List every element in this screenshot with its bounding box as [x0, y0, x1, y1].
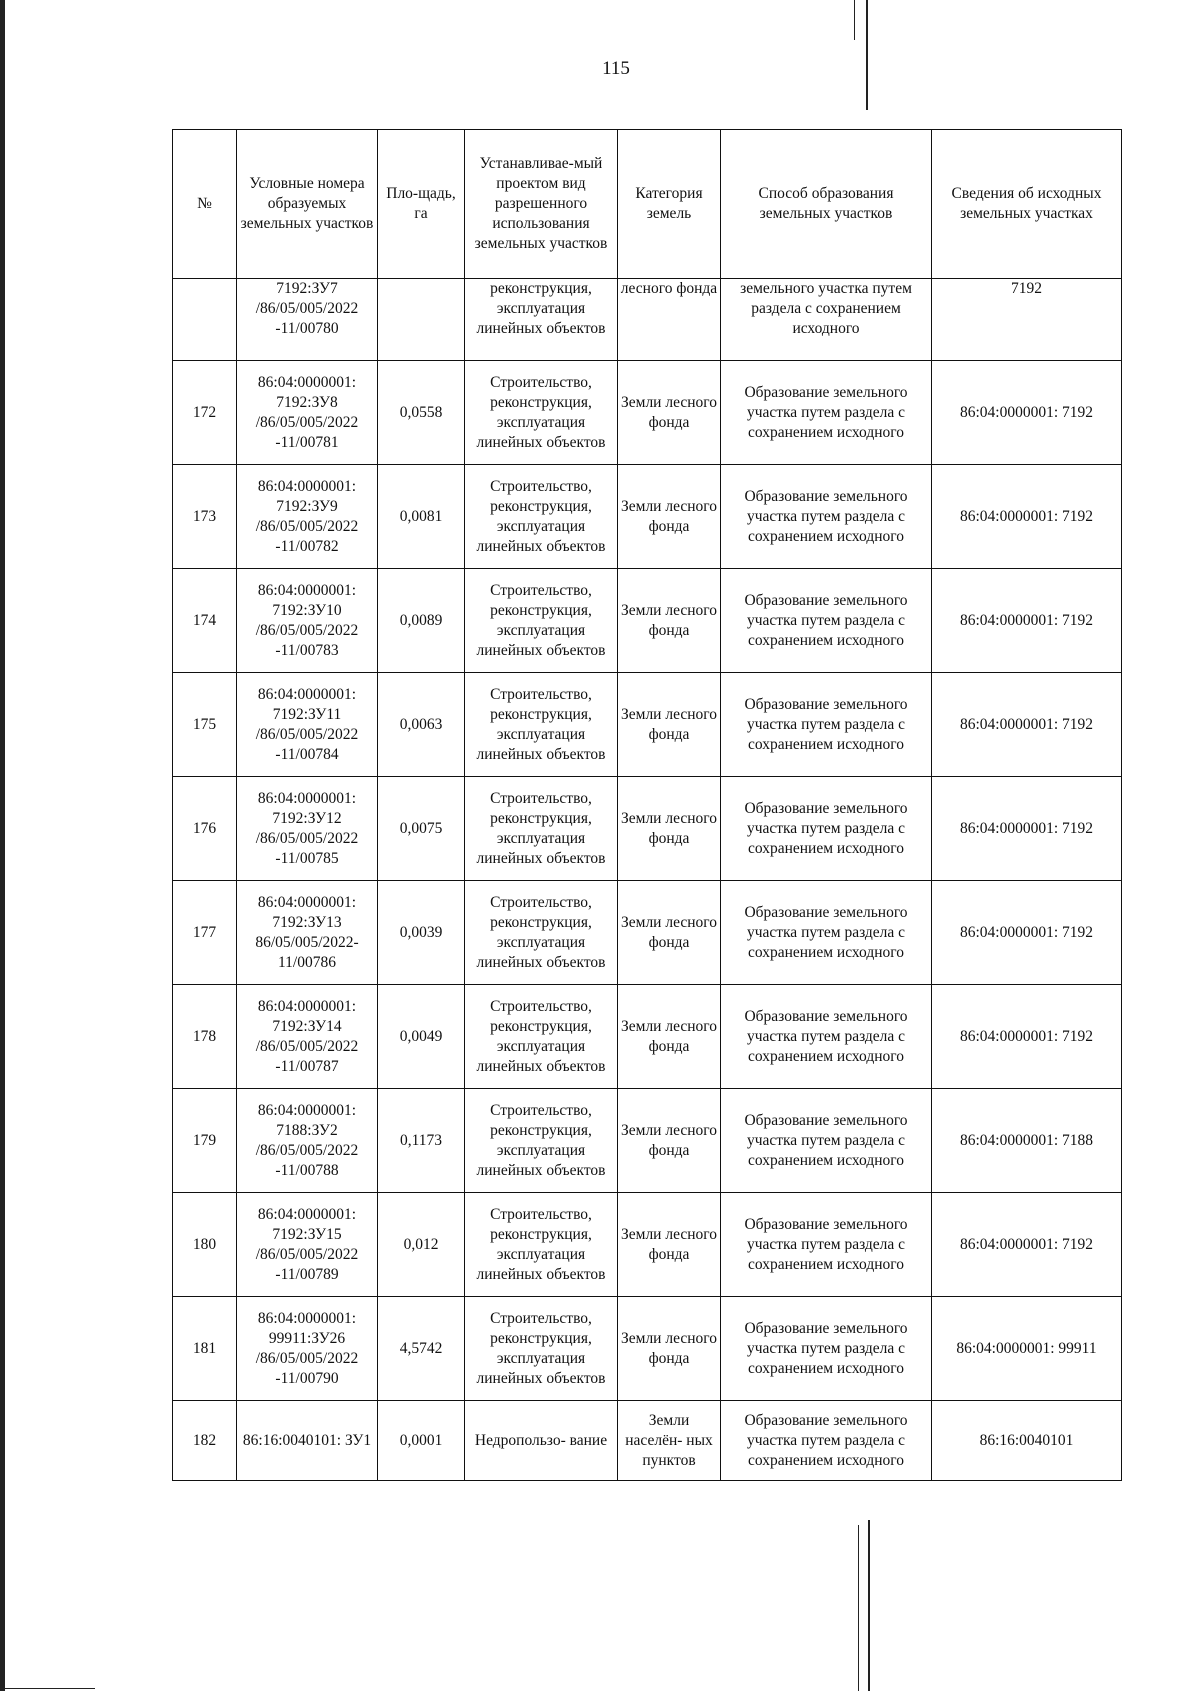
- cell-num: 181: [173, 1297, 237, 1401]
- table-row: [173, 1297, 1122, 1401]
- cell-source: 86:04:0000001: 7188: [932, 1089, 1122, 1193]
- cell-source: 86:04:0000001: 7192: [932, 985, 1122, 1089]
- cell-num: 178: [173, 985, 237, 1089]
- header-area: Пло-щадь, га: [378, 130, 465, 279]
- header-use: Устанавливае-мый проектом вид разрешенного использования земельных участков: [465, 130, 618, 279]
- cell-method: Образование земельного участка путем раздела с сохранением исходного: [721, 1401, 932, 1481]
- table-row: [173, 361, 1122, 465]
- table-row: [173, 1193, 1122, 1297]
- cell-code: 86:04:0000001: 7192:ЗУ13 86/05/005/2022- 11/00786: [237, 881, 378, 985]
- table-row: [173, 881, 1122, 985]
- cell-use: Строительство, реконструкция, эксплуатация линейных объектов: [465, 1297, 618, 1401]
- cell-category: Земли лесного фонда: [618, 1297, 721, 1401]
- cell-code: 86:16:0040101: ЗУ1: [237, 1401, 378, 1481]
- cell-num: 173: [173, 465, 237, 569]
- cell-use: Строительство, реконструкция, эксплуатация линейных объектов: [465, 673, 618, 777]
- cell-source: 86:04:0000001: 7192: [932, 881, 1122, 985]
- header-num: №: [173, 130, 237, 279]
- header-source: Сведения об исходных земельных участках: [932, 130, 1122, 279]
- scan-line-bottom-left: [0, 1688, 95, 1689]
- cell-use: Строительство, реконструкция, эксплуатация линейных объектов: [465, 881, 618, 985]
- cell-method: Образование земельного участка путем раздела с сохранением исходного: [721, 465, 932, 569]
- cell-source: 86:04:0000001: 7192: [932, 361, 1122, 465]
- cell-code: 86:04:0000001: 7192:ЗУ14 /86/05/005/2022 -11/00787: [237, 985, 378, 1089]
- cell-method: Образование земельного участка путем раздела с сохранением исходного: [721, 777, 932, 881]
- cell-code: 86:04:0000001: 7192:ЗУ11 /86/05/005/2022 -11/00784: [237, 673, 378, 777]
- cell-method: Образование земельного участка путем раздела с сохранением исходного: [721, 361, 932, 465]
- cell-num: 176: [173, 777, 237, 881]
- cell-source: 86:16:0040101: [932, 1401, 1122, 1481]
- cell-use: Строительство, реконструкция, эксплуатация линейных объектов: [465, 985, 618, 1089]
- cell-use: Строительство, реконструкция, эксплуатация линейных объектов: [465, 777, 618, 881]
- table-row: [173, 777, 1122, 881]
- header-code: Условные номера образуемых земельных участков: [237, 130, 378, 279]
- cell-area: 0,0039: [378, 881, 465, 985]
- cell-source: 86:04:0000001: 99911: [932, 1297, 1122, 1401]
- cell-area: 0,0558: [378, 361, 465, 465]
- cell-code: 86:04:0000001: 7192:ЗУ8 /86/05/005/2022 -11/00781: [237, 361, 378, 465]
- cell-code: 86:04:0000001: 7192:ЗУ15 /86/05/005/2022 -11/00789: [237, 1193, 378, 1297]
- cell-code: 86:04:0000001: 7192:ЗУ10 /86/05/005/2022 -11/00783: [237, 569, 378, 673]
- cell-use: Недропользо- вание: [465, 1401, 618, 1481]
- cell-num: 175: [173, 673, 237, 777]
- cell-source: 7192: [932, 279, 1122, 361]
- cell-source: 86:04:0000001: 7192: [932, 1193, 1122, 1297]
- cell-code: 86:04:0000001: 7192:ЗУ9 /86/05/005/2022 -11/00782: [237, 465, 378, 569]
- cell-code: 7192:ЗУ7 /86/05/005/2022 -11/00780: [237, 279, 378, 361]
- cell-area: 0,0001: [378, 1401, 465, 1481]
- cell-method: Образование земельного участка путем раздела с сохранением исходного: [721, 881, 932, 985]
- table-row: [173, 985, 1122, 1089]
- cell-use: Строительство, реконструкция, эксплуатация линейных объектов: [465, 1193, 618, 1297]
- scan-line-top-right-2: [854, 0, 855, 40]
- scan-edge-left: [0, 0, 5, 1691]
- cell-num: 180: [173, 1193, 237, 1297]
- scan-line-bottom-right-2: [858, 1525, 859, 1691]
- cell-use: Строительство, реконструкция, эксплуатация линейных объектов: [465, 1089, 618, 1193]
- scan-line-top-right: [866, 0, 868, 110]
- cell-use: Строительство, реконструкция, эксплуатация линейных объектов: [465, 569, 618, 673]
- cell-code: 86:04:0000001: 7188:ЗУ2 /86/05/005/2022 -11/00788: [237, 1089, 378, 1193]
- cell-category: Земли лесного фонда: [618, 777, 721, 881]
- cell-area: 0,1173: [378, 1089, 465, 1193]
- cell-category: Земли лесного фонда: [618, 881, 721, 985]
- cell-method: Образование земельного участка путем раздела с сохранением исходного: [721, 569, 932, 673]
- cell-method: Образование земельного участка путем раздела с сохранением исходного: [721, 673, 932, 777]
- cell-code: 86:04:0000001: 99911:ЗУ26 /86/05/005/2022 -11/00790: [237, 1297, 378, 1401]
- table-header-row: [173, 130, 1122, 279]
- cell-area: 0,0049: [378, 985, 465, 1089]
- table-row: [173, 673, 1122, 777]
- cell-num: [173, 279, 237, 361]
- cell-area: 0,0075: [378, 777, 465, 881]
- cell-category: Земли лесного фонда: [618, 985, 721, 1089]
- cell-category: Земли лесного фонда: [618, 361, 721, 465]
- cell-num: 177: [173, 881, 237, 985]
- cell-method: Образование земельного участка путем раздела с сохранением исходного: [721, 1297, 932, 1401]
- cell-method: Образование земельного участка путем раздела с сохранением исходного: [721, 985, 932, 1089]
- table-row: [173, 465, 1122, 569]
- cell-use: Строительство, реконструкция, эксплуатация линейных объектов: [465, 465, 618, 569]
- header-category: Категория земель: [618, 130, 721, 279]
- cell-code: 86:04:0000001: 7192:ЗУ12 /86/05/005/2022 -11/00785: [237, 777, 378, 881]
- table-row: [173, 1401, 1122, 1481]
- header-method: Способ образования земельных участков: [721, 130, 932, 279]
- table-row-continuation: [173, 279, 1122, 361]
- cell-area: 0,0063: [378, 673, 465, 777]
- table-row: [173, 569, 1122, 673]
- cell-method: Образование земельного участка путем раздела с сохранением исходного: [721, 1089, 932, 1193]
- cell-num: 172: [173, 361, 237, 465]
- cell-source: 86:04:0000001: 7192: [932, 673, 1122, 777]
- cell-area: 4,5742: [378, 1297, 465, 1401]
- cell-category: Земли лесного фонда: [618, 673, 721, 777]
- cell-category: Земли лесного фонда: [618, 1193, 721, 1297]
- cell-category: Земли лесного фонда: [618, 1089, 721, 1193]
- cell-area: 0,012: [378, 1193, 465, 1297]
- cell-num: 179: [173, 1089, 237, 1193]
- cell-num: 182: [173, 1401, 237, 1481]
- cell-source: 86:04:0000001: 7192: [932, 569, 1122, 673]
- cell-use: Строительство, реконструкция, эксплуатация линейных объектов: [465, 361, 618, 465]
- cell-use: реконструкция, эксплуатация линейных объектов: [465, 279, 618, 361]
- cell-category: лесного фонда: [618, 279, 721, 361]
- cell-method: Образование земельного участка путем раздела с сохранением исходного: [721, 1193, 932, 1297]
- land-plots-table: [172, 129, 1122, 1481]
- scan-line-bottom-right: [868, 1520, 870, 1691]
- cell-category: Земли лесного фонда: [618, 569, 721, 673]
- cell-category: Земли населён- ных пунктов: [618, 1401, 721, 1481]
- cell-source: 86:04:0000001: 7192: [932, 465, 1122, 569]
- cell-category: Земли лесного фонда: [618, 465, 721, 569]
- cell-area: 0,0089: [378, 569, 465, 673]
- page-number: 115: [602, 58, 630, 79]
- table-row: [173, 1089, 1122, 1193]
- cell-method: земельного участка путем раздела с сохранением исходного: [721, 279, 932, 361]
- cell-source: 86:04:0000001: 7192: [932, 777, 1122, 881]
- cell-area: 0,0081: [378, 465, 465, 569]
- cell-area: [378, 279, 465, 361]
- cell-num: 174: [173, 569, 237, 673]
